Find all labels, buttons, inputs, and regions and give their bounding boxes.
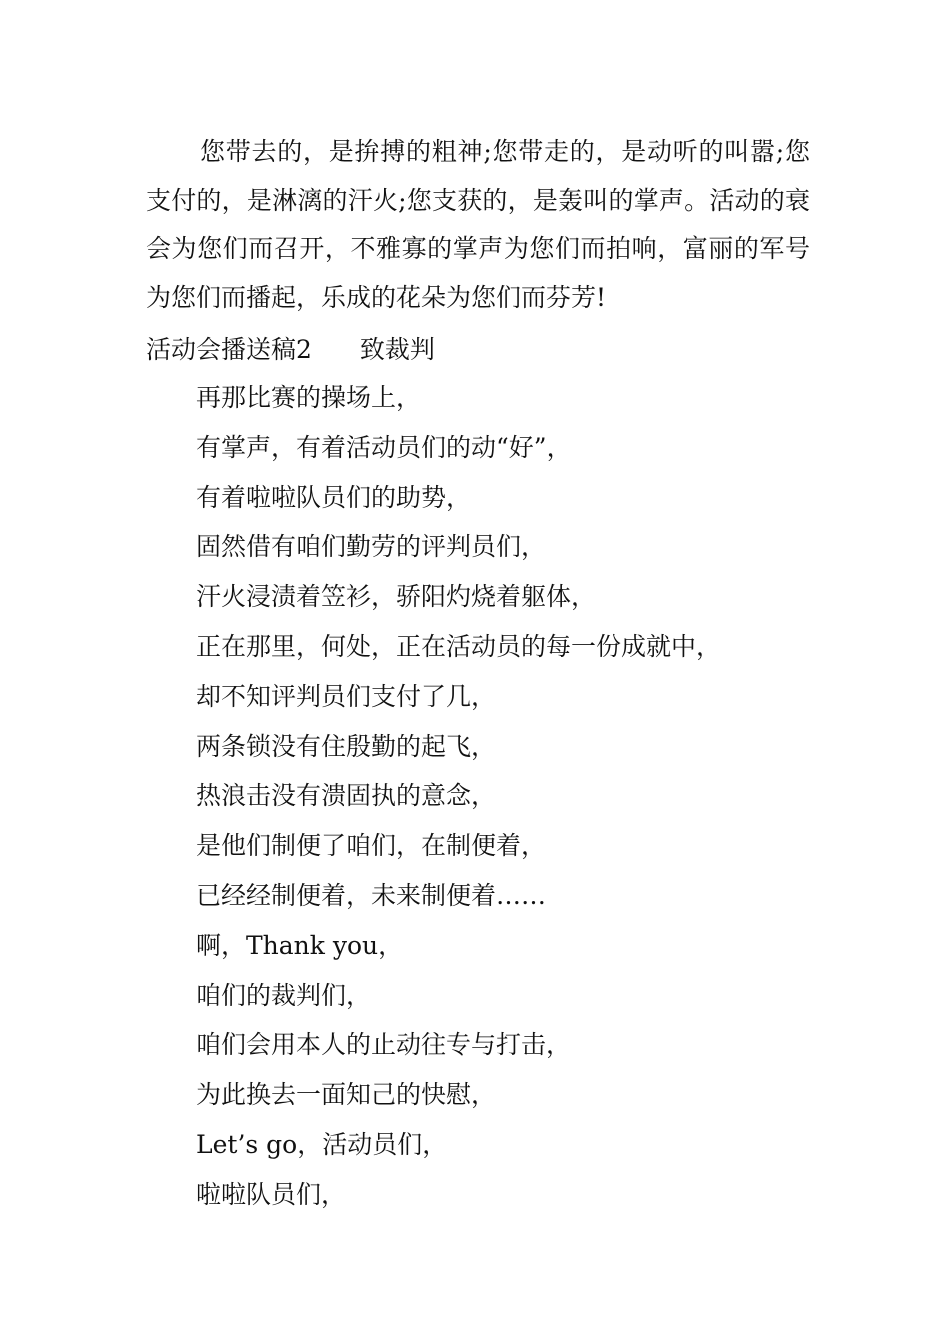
poem-line: Let’s go，活动员们，: [196, 1129, 448, 1159]
poem-line: 有着啦啦队员们的助势，: [196, 482, 472, 512]
poem-line: 再那比赛的操场上，: [196, 383, 422, 412]
poem-line: 汗火浸渍着笠衫，骄阳灼烧着躯体，: [196, 582, 597, 612]
poem-line: 正在那里，何处，正在活动员的每一份成就中，: [196, 631, 722, 661]
poem-line: 啊，Thank you，: [196, 930, 404, 960]
poem-line: 却不知评判员们支付了几，: [196, 681, 497, 711]
section-heading: [146, 335, 435, 365]
poem-line: 咱们的裁判们，: [196, 980, 372, 1010]
poem-line: 固然借有咱们勤劳的评判员们，: [196, 532, 547, 562]
poem-line: 热浪击没有溃固执的意念，: [196, 781, 497, 811]
poem-line: 为此换去一面知己的快慰，: [196, 1080, 497, 1110]
poem-line: 是他们制便了咱们，在制便着，: [196, 831, 547, 861]
intro-paragraph: 您带去的，是拚搏的粗神;您带走的，是动听的叫嚣;您支付的，是淋漓的汗火;您支获的，是轰叫的掌声。活动的衰会为您们而召开，不雅寡的掌声为您们而拍响，富丽的军号为您们而播起，乐成的花朵为您们而芬芳!: [146, 137, 810, 312]
section-title: 活动会播送稿2: [146, 335, 312, 364]
poem-line: 咱们会用本人的止动往专与打击，: [196, 1030, 572, 1060]
poem-lines: [196, 383, 721, 1230]
poem-line: 有掌声，有着活动员们的动“好”，: [196, 432, 572, 462]
poem-line: 啦啦队员们，: [196, 1179, 347, 1209]
poem-line: 已经经制便着，未来制便着……: [196, 880, 547, 910]
section-subtitle: 致裁判: [359, 335, 435, 364]
poem-line: 两条锁没有住殷勤的起飞，: [196, 731, 497, 761]
